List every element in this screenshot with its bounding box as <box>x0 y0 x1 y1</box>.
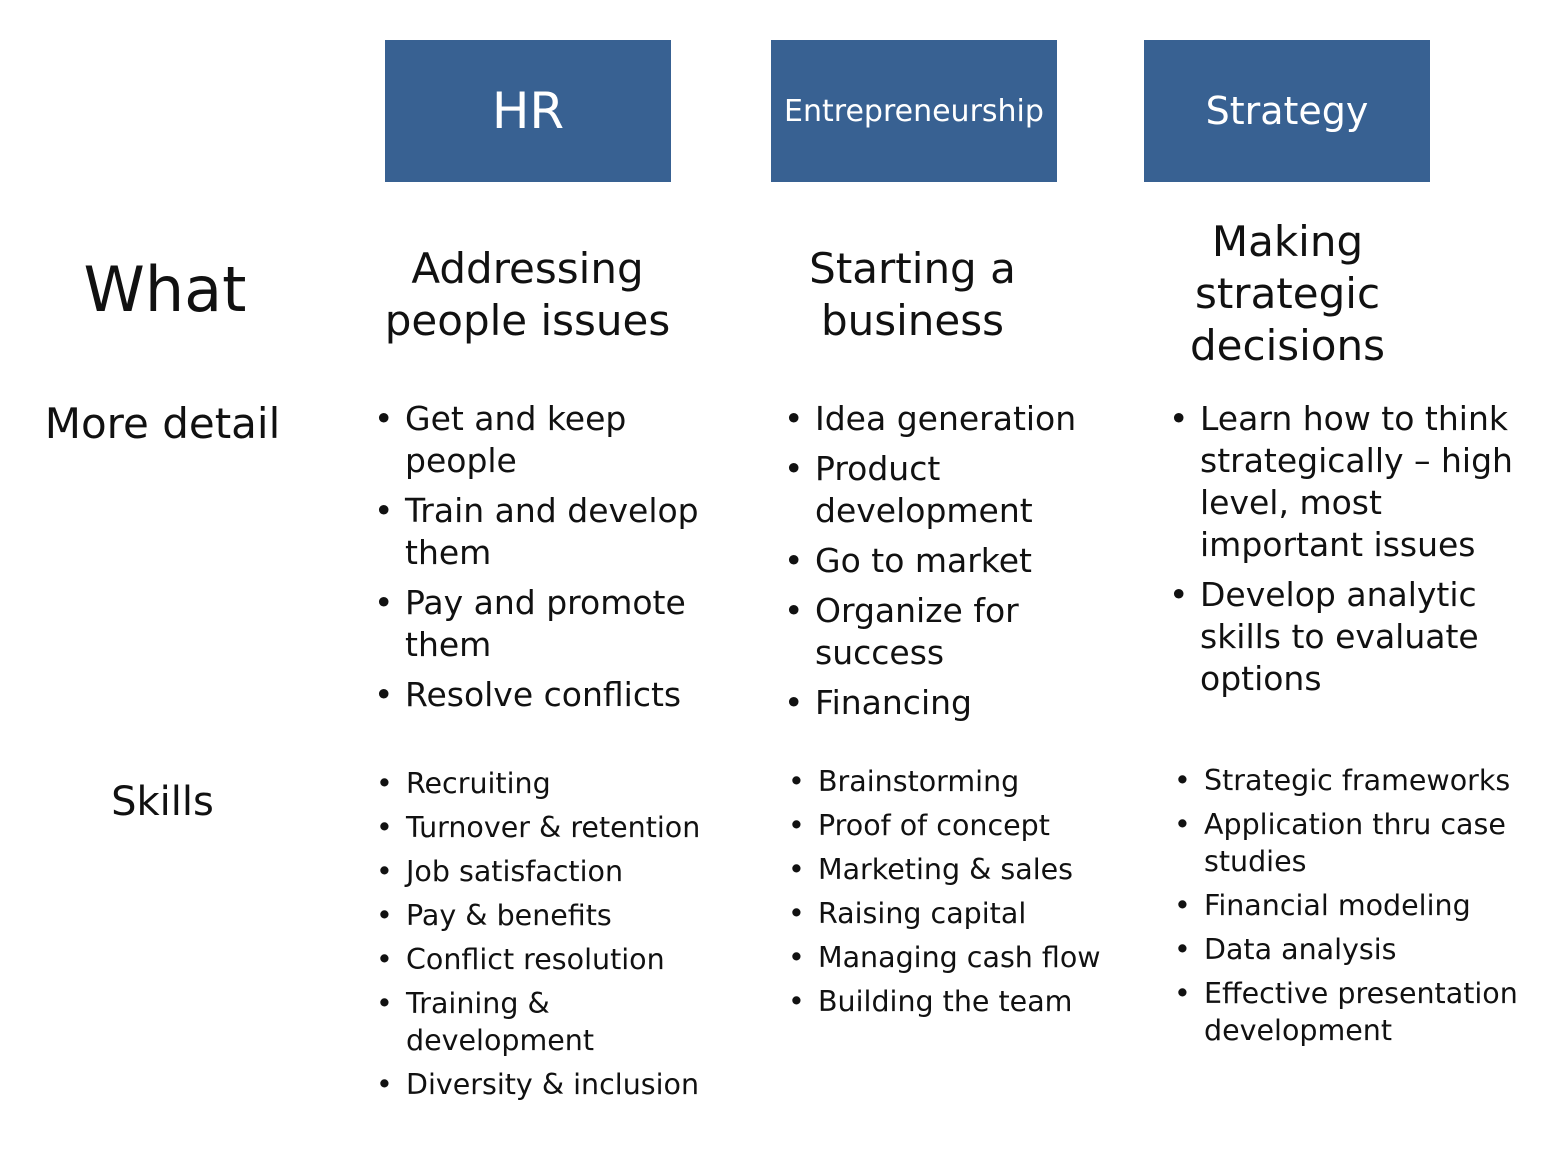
list-item: • Go to market <box>780 540 1125 582</box>
skills-list-strategy <box>1170 762 1550 1056</box>
list-item: • Pay & benefits <box>372 897 717 934</box>
list-item: • Application thru case studies <box>1170 806 1550 880</box>
list-item: • Marketing & sales <box>784 851 1139 888</box>
header-box-strategy <box>1144 40 1430 182</box>
list-item: • Financial modeling <box>1170 887 1550 924</box>
list-item: • Proof of concept <box>784 807 1139 844</box>
list-item: • Idea generation <box>780 398 1125 440</box>
list-item: • Develop analytic skills to evaluate options <box>1165 574 1550 700</box>
skills-list-hr <box>372 765 717 1110</box>
list-item: • Conflict resolution <box>372 941 717 978</box>
list-item: • Recruiting <box>372 765 717 802</box>
detail-list-hr <box>370 398 715 724</box>
list-item: • Raising capital <box>784 895 1139 932</box>
list-item: • Pay and promote them <box>370 582 715 666</box>
list-item: • Resolve conflicts <box>370 674 715 716</box>
list-item: • Get and keep people <box>370 398 715 482</box>
list-item: • Product development <box>780 448 1125 532</box>
header-label-entrepreneurship: Entrepreneurship <box>784 93 1044 129</box>
header-label-strategy: Strategy <box>1205 89 1369 133</box>
header-box-hr <box>385 40 671 182</box>
list-item: • Strategic frameworks <box>1170 762 1550 799</box>
list-item: • Organize for success <box>780 590 1125 674</box>
row-label-what: What <box>83 253 247 326</box>
list-item: • Training & development <box>372 985 717 1059</box>
list-item: • Effective presentation development <box>1170 975 1550 1049</box>
skills-list-entrepreneurship <box>784 763 1139 1027</box>
list-item: • Turnover & retention <box>372 809 717 846</box>
detail-list-strategy <box>1165 398 1550 708</box>
row-label-skills: Skills <box>111 779 214 825</box>
list-item: • Learn how to think strategically – high level, most important issues <box>1165 398 1550 566</box>
header-label-hr: HR <box>491 82 565 140</box>
list-item: • Data analysis <box>1170 931 1550 968</box>
detail-list-entrepreneurship <box>780 398 1125 732</box>
what-text-hr: Addressing people issues <box>384 244 671 346</box>
what-text-strategy: Making strategic decisions <box>1189 217 1385 371</box>
list-item: • Financing <box>780 682 1125 724</box>
what-text-entrepreneurship: Starting a business <box>809 244 1016 346</box>
list-item: • Job satisfaction <box>372 853 717 890</box>
list-item: • Managing cash flow <box>784 939 1139 976</box>
list-item: • Brainstorming <box>784 763 1139 800</box>
list-item: • Building the team <box>784 983 1139 1020</box>
header-box-entrepreneurship <box>771 40 1057 182</box>
list-item: • Train and develop them <box>370 490 715 574</box>
row-label-more-detail: More detail <box>44 399 281 448</box>
list-item: • Diversity & inclusion <box>372 1066 717 1103</box>
